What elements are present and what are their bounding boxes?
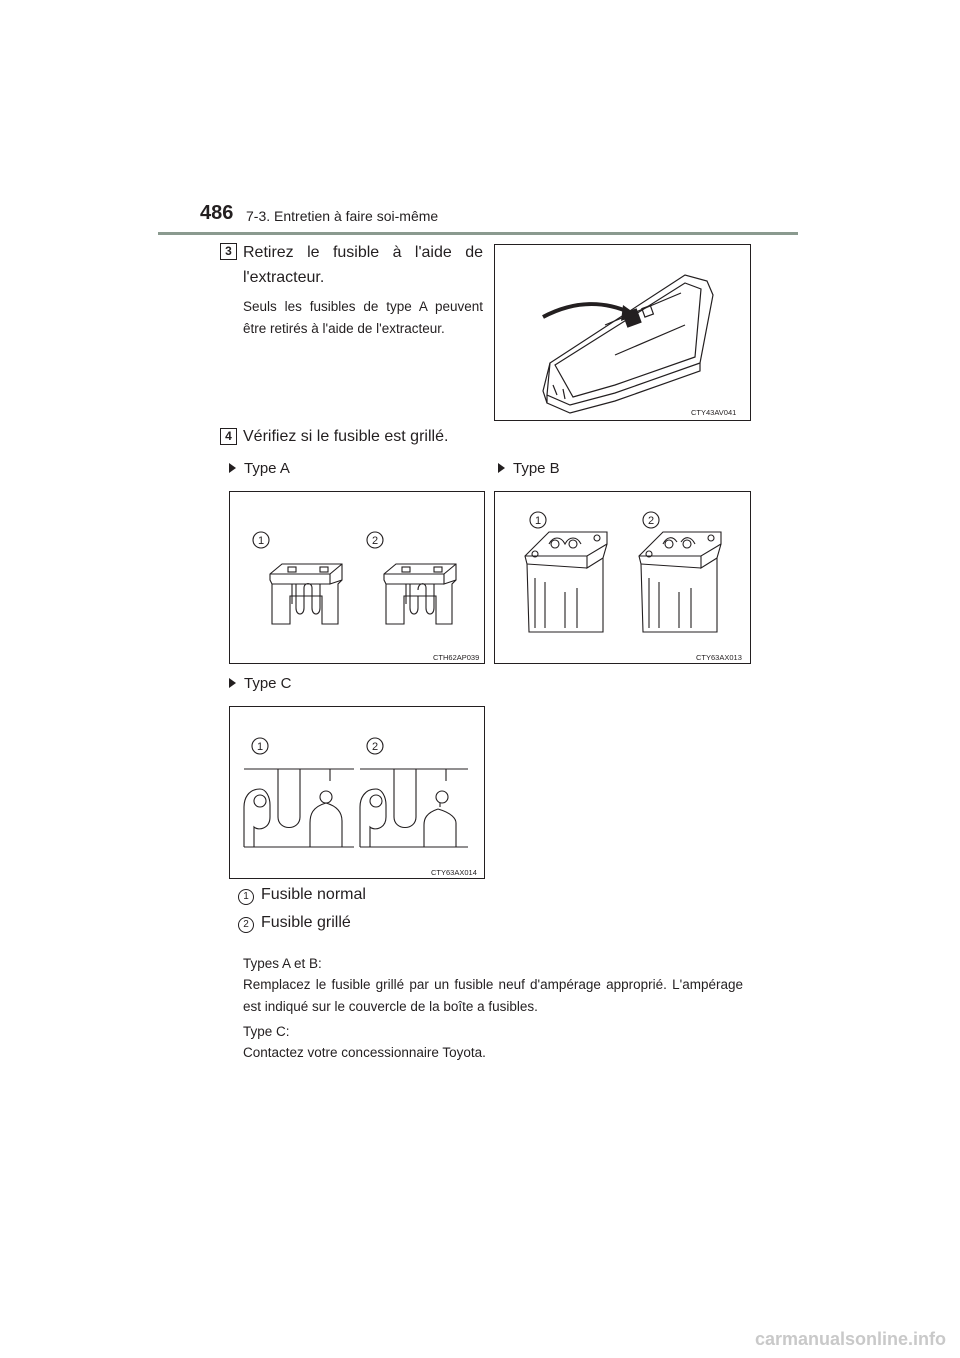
type-c-fuses-illustration <box>230 707 486 880</box>
callout-2: 2 <box>371 741 379 753</box>
type-b-fuses-illustration <box>495 492 752 665</box>
type-a-fuses-illustration <box>230 492 486 665</box>
note-c-text: Contactez votre concessionnaire Toyota. <box>243 1045 486 1060</box>
step-4-badge: 4 <box>220 428 237 445</box>
header-rule <box>158 232 798 235</box>
figure-code-type-c: CTY63AX014 <box>431 868 477 877</box>
type-a-figure <box>229 491 485 664</box>
step-3-title: Retirez le fusible à l'aide de l'extracteur. <box>243 244 483 286</box>
section-title: 7-3. Entretien à faire soi-même <box>246 208 439 224</box>
type-c-figure <box>229 706 485 879</box>
type-b-label: Type B <box>513 460 560 477</box>
type-b-figure <box>494 491 751 664</box>
step-4-title: Vérifiez si le fusible est grillé. <box>243 428 449 445</box>
step-3-badge: 3 <box>220 243 237 260</box>
callout-2: 2 <box>371 535 379 547</box>
note-ab-text: Remplacez le fusible grillé par un fusible neuf d'ampérage approprié. L'ampérage est indiqué sur le couvercle de la boîte a fusibles. <box>243 977 743 1014</box>
fuse-puller-figure <box>494 244 751 421</box>
type-c-label: Type C <box>244 675 292 692</box>
figure-code-step3: CTY43AV041 <box>691 408 737 417</box>
step-3-note: Seuls les fusibles de type A peuvent être retirés à l'aide de l'extracteur. <box>243 299 483 336</box>
callout-2: 2 <box>647 515 655 527</box>
figure-code-type-a: CTH62AP039 <box>433 653 480 662</box>
triangle-bullet-icon <box>229 678 236 688</box>
legend-num-2: 2 <box>238 917 254 933</box>
legend-num-1: 1 <box>238 889 254 905</box>
type-c-heading <box>229 675 292 692</box>
legend-text-2: Fusible grillé <box>261 914 351 931</box>
triangle-bullet-icon <box>229 463 236 473</box>
type-a-heading <box>229 460 290 477</box>
note-ab-heading: Types A et B: <box>243 956 322 971</box>
note-c-heading: Type C: <box>243 1024 290 1039</box>
fuse-box-illustration <box>495 245 752 422</box>
type-b-heading <box>498 460 560 477</box>
watermark: carmanualsonline.info <box>754 1329 946 1349</box>
callout-1: 1 <box>257 535 265 547</box>
legend-text-1: Fusible normal <box>261 886 366 903</box>
callout-1: 1 <box>256 741 264 753</box>
type-a-label: Type A <box>244 460 290 477</box>
triangle-bullet-icon <box>498 463 505 473</box>
figure-code-type-b: CTY63AX013 <box>696 653 742 662</box>
page-number: 486 <box>200 202 234 224</box>
callout-1: 1 <box>534 515 542 527</box>
